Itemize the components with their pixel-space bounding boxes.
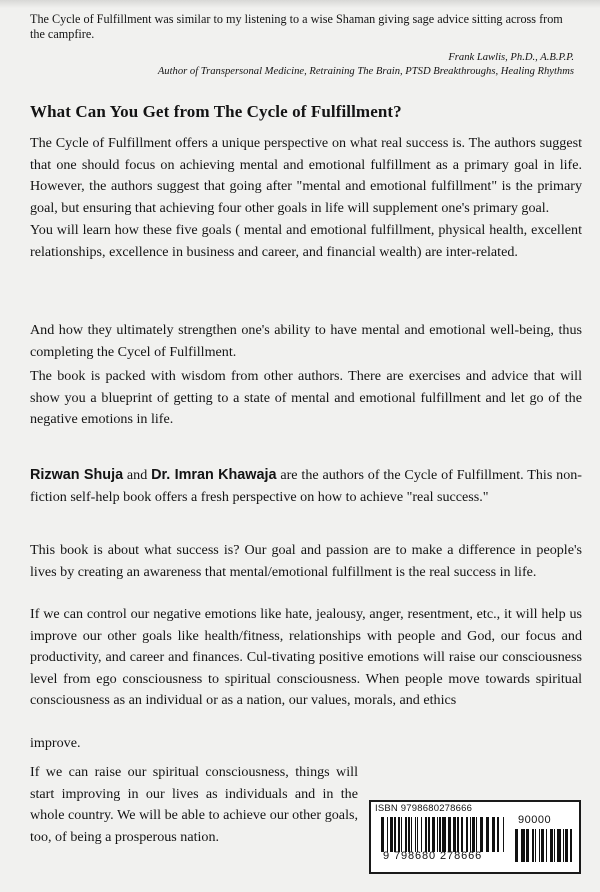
barcode-bar	[565, 829, 568, 862]
description-paragraph-3: And how they ultimately strengthen one's ability to have mental and emotional well-being, thus completing the Cycel of Fulfillment.	[30, 322, 582, 360]
barcode-bar	[535, 829, 536, 862]
barcode-bar	[421, 817, 422, 852]
barcode-bar	[425, 817, 427, 852]
barcode-bar	[408, 817, 410, 852]
barcode-bar	[480, 817, 483, 852]
barcode-bar	[546, 829, 547, 862]
barcode-bar	[526, 829, 529, 862]
barcode-addon-bars	[515, 829, 572, 862]
barcode-bar	[390, 817, 393, 852]
barcode-bar	[401, 817, 402, 852]
barcode-bar	[457, 817, 459, 852]
authors-and: and	[123, 467, 152, 483]
authors-intro-text: are the authors of the Cycle of Fulfillment. This non-fiction self-help book offers a fresh perspective on how to achieve "real success."	[30, 467, 582, 505]
barcode-bar	[453, 817, 456, 852]
barcode-bar	[503, 817, 504, 852]
authors-paragraph-4: If we can raise our spiritual consciousness, things will start improving in our lives as individuals and in the whole country. We will be able to achieve our other goals, too, of being a prosperous nation.	[30, 764, 358, 845]
barcode-bar	[532, 829, 534, 862]
barcode-digits: 9 798680 278666	[383, 850, 483, 862]
barcode-bar	[437, 817, 438, 852]
description-paragraph-2: You will learn how these five goals ( mental and emotional fulfillment, physical health, excellent relationships, excellence in business and career, and financial wealth) are inter-related.	[30, 222, 582, 260]
barcode-bar	[394, 817, 396, 852]
barcode-bar	[432, 817, 435, 852]
isbn-label: ISBN 9798680278666	[375, 803, 473, 814]
barcode-bar	[570, 829, 572, 862]
endorser-credits: Author of Transpersonal Medicine, Retraining The Brain, PTSD Breakthroughs, Healing Rhythms	[157, 66, 574, 77]
authors-paragraph-2: This book is about what success is? Our goal and passion are to make a difference in people's lives by creating an awareness that mental/emotional fulfillment is the real success in life.	[30, 542, 582, 580]
barcode-bar	[541, 829, 544, 862]
endorsement-quote: The Cycle of Fulfillment was similar to my listening to a wise Shaman giving sage advice sitting across from the campfire.	[30, 12, 563, 41]
barcode-bar	[466, 817, 468, 852]
description-paragraph-4: The book is packed with wisdom from other authors. There are exercises and advice that will show you a blueprint of getting to a state of mental and emotional fulfillment and let go of the negative emotions in life.	[30, 368, 582, 427]
authors-paragraph-3-text: If we can control our negative emotions like hate, jealousy, anger, resentment, etc., it will help us improve our other goals like health/fitness, relationships with people and God, our focus and productivity, and career and finances. Cul-tivating positive emotions will raise our consciousness level from ego consciousness to spiritual consciousness. When people move towards spiritual consciousness as an individual or as a nation, our values, morals, and ethics	[30, 606, 582, 708]
author-name-1: Rizwan Shuja	[30, 467, 124, 483]
section-heading: What Can You Get from The Cycle of Fulfillment?	[30, 102, 402, 121]
barcode-bar	[461, 817, 463, 852]
authors-paragraph-3-end: improve.	[30, 735, 81, 751]
barcode-bar	[442, 817, 446, 852]
barcode-bar	[448, 817, 451, 852]
barcode-bar	[428, 817, 430, 852]
description-paragraph-1: The Cycle of Fulfillment offers a unique perspective on what real success is. The authors suggest that one should focus on achieving mental and emotional fulfillment as a primary goal in life. However, the authors suggest that going after "mental and emotional fulfillment" is the primary goal, but ensuring that achieving four other goals in life will supplement one's primary goal.	[30, 135, 582, 216]
barcode-bar	[515, 829, 518, 862]
barcode-bar	[476, 817, 477, 852]
barcode-bar	[470, 817, 471, 852]
barcode-main-bars	[381, 817, 504, 852]
barcode-bar	[492, 817, 495, 852]
barcode-bar	[381, 817, 384, 852]
barcode-bar	[417, 817, 418, 852]
barcode-bar	[415, 817, 416, 852]
price-code: 90000	[518, 814, 552, 826]
barcode-bar	[439, 817, 441, 852]
author-name-2: Dr. Imran Khawaja	[151, 467, 277, 483]
barcode-bar	[557, 829, 561, 862]
barcode-bar	[497, 817, 499, 852]
barcode-bar	[398, 817, 400, 852]
endorser-name: Frank Lawlis, Ph.D., A.B.P.P.	[448, 52, 574, 63]
barcode-bar	[411, 817, 412, 852]
barcode-bar	[539, 829, 540, 862]
barcode-bar	[486, 817, 489, 852]
barcode-bar	[550, 829, 553, 862]
barcode-bar	[563, 829, 564, 862]
barcode-bar	[387, 817, 388, 852]
barcode-bar	[472, 817, 475, 852]
barcode-bar	[554, 829, 555, 862]
barcode-bar	[405, 817, 407, 852]
barcode-bar	[521, 829, 525, 862]
